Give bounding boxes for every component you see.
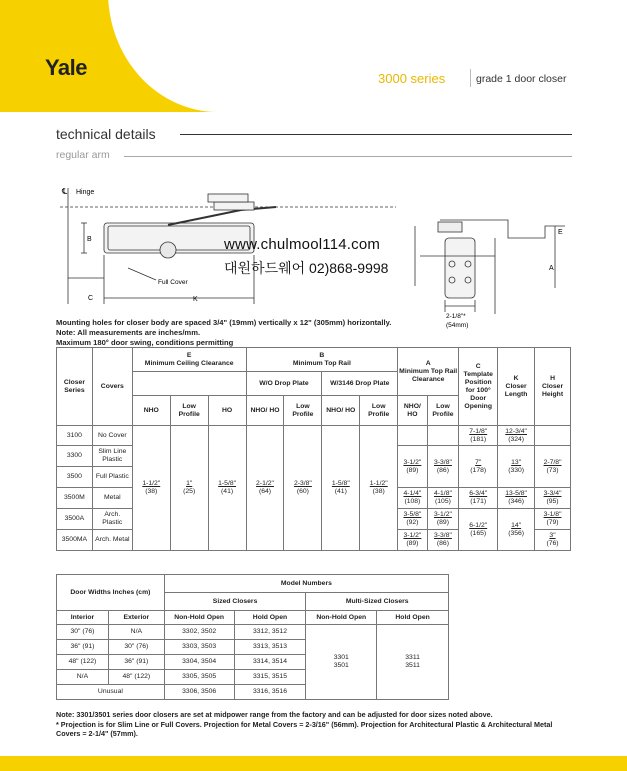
value: 3-1/2": [433, 511, 452, 518]
table-cell: [535, 426, 571, 446]
section-subtitle: regular arm: [56, 149, 110, 161]
table-cell: [498, 426, 535, 446]
header-b2-nhoho: NHO/ HO: [322, 396, 360, 426]
header-e-sub: Minimum Ceiling Clearance: [144, 359, 234, 367]
table-cell: No Cover: [92, 426, 132, 446]
table-cell: Full Plastic: [92, 467, 132, 488]
section-title: technical details: [56, 126, 156, 142]
table-cell: [208, 426, 246, 551]
value-mm: (89): [406, 466, 419, 474]
header-nonhold: Non-Hold Open: [164, 611, 234, 625]
table-cell: 3313, 3513: [234, 640, 306, 655]
value-mm: (178): [470, 466, 487, 474]
value: 3301: [333, 654, 349, 661]
dim-b-label: B: [87, 236, 92, 243]
header-e-spacer: [132, 372, 246, 396]
footnotes: [56, 710, 576, 739]
value: 3501: [333, 662, 349, 669]
dim-e-label: E: [558, 229, 563, 236]
value: 3311: [405, 654, 420, 661]
value-mm: (324): [508, 435, 525, 443]
table-cell: 36" (91): [57, 640, 109, 655]
table-cell: [535, 488, 571, 509]
table-cell: N/A: [57, 670, 109, 685]
value-mm: (25): [183, 488, 196, 495]
header-exterior: Exterior: [108, 611, 164, 625]
header-door-widths: Door Widths Inches (cm): [57, 575, 165, 611]
value-mm: (89): [436, 519, 449, 526]
table-cell: [306, 625, 377, 700]
value: 14": [511, 521, 522, 529]
value-mm: (356): [508, 529, 525, 537]
header-a-letter: A: [425, 359, 431, 367]
hinge-label: Hinge: [76, 189, 95, 196]
value: 3511: [405, 662, 420, 669]
value: 3-1/8": [543, 511, 562, 518]
value: 1-5/8": [218, 480, 237, 487]
header-e-nho: NHO: [132, 396, 170, 426]
table-cell: 48" (122): [108, 670, 164, 685]
table-cell: 3306, 3506: [164, 685, 234, 700]
table-cell: 3500: [57, 467, 93, 488]
value: 1-1/2": [142, 480, 161, 487]
header-e: [132, 348, 246, 372]
value-mm: (89): [406, 540, 419, 547]
table-cell: 30" (76): [57, 625, 109, 640]
table-cell: N/A: [108, 625, 164, 640]
header-divider: [470, 69, 471, 87]
header-b2-low: Low Profile: [360, 396, 398, 426]
value-mm: (181): [470, 435, 487, 443]
header-a-sub: Minimum Top Rail Clearance: [399, 367, 458, 383]
header-h-letter: H: [550, 374, 555, 382]
footer-band: [0, 756, 627, 771]
value: 7": [475, 458, 482, 466]
header-b-wo: W/O Drop Plate: [246, 372, 322, 396]
table-cell: 36" (91): [108, 655, 164, 670]
table-cell: [427, 426, 459, 446]
header-k-letter: K: [513, 374, 519, 382]
header-k-sub: Closer Length: [504, 382, 528, 398]
table-cell: [459, 426, 498, 446]
value-mm: (38): [372, 488, 385, 495]
table-cell: [284, 426, 322, 551]
header-sized: Sized Closers: [164, 593, 306, 611]
value: 13-5/8": [505, 490, 527, 497]
table-cell: 3314, 3514: [234, 655, 306, 670]
header-b1-low: Low Profile: [284, 396, 322, 426]
header-multi: Multi-Sized Closers: [306, 593, 449, 611]
table-cell: 30" (76): [108, 640, 164, 655]
table-cell: [398, 446, 427, 488]
table-cell: [170, 426, 208, 551]
table-cell: [427, 446, 459, 488]
value: 12-3/4": [505, 427, 527, 435]
header-model-numbers: Model Numbers: [164, 575, 448, 593]
value: 2-7/8": [543, 458, 562, 466]
table-cell: Slim Line Plastic: [92, 446, 132, 467]
value: 1": [186, 480, 193, 487]
series-title: 3000 series: [378, 71, 446, 86]
header-h-sub: Closer Height: [541, 382, 564, 398]
value-mm: (41): [221, 488, 234, 495]
spec-table: [56, 347, 571, 551]
header-b: [246, 348, 398, 372]
header-a-low: Low Profile: [427, 396, 459, 426]
table-cell: [398, 530, 427, 551]
table-cell: [398, 488, 427, 509]
header-b-sub: Minimum Top Rail: [292, 359, 351, 367]
header-e-letter: E: [186, 351, 192, 359]
table-cell: [459, 488, 498, 509]
dim-c-label: C: [88, 295, 94, 302]
value: 3-5/8": [403, 511, 422, 518]
model-table: [56, 574, 449, 700]
table-cell: [498, 488, 535, 509]
value: 6-3/4": [469, 490, 488, 497]
yale-logo: [26, 28, 106, 108]
table-cell: 3500M: [57, 488, 93, 509]
header-white-swoosh: [108, 0, 627, 112]
table-cell: Unusual: [57, 685, 165, 700]
header-e-ho: HO: [208, 396, 246, 426]
full-cover-label: Full Cover: [158, 279, 188, 286]
table-cell: 48" (122): [57, 655, 109, 670]
table-cell: [427, 488, 459, 509]
value-mm: (346): [508, 498, 525, 505]
header-b-w: W/3146 Drop Plate: [322, 372, 398, 396]
note-line: Mounting holes for closer body are spaced 3/4" (19mm) vertically x 12" (305mm) horizontally.: [56, 318, 392, 327]
header-a-nhoho: NHO/ HO: [398, 396, 427, 426]
value-mm: (86): [436, 540, 449, 547]
grade-label: grade 1 door closer: [476, 73, 567, 85]
table-cell: 3305, 3505: [164, 670, 234, 685]
header-series: Closer Series: [57, 348, 93, 426]
header-interior: Interior: [57, 611, 109, 625]
value-mm: (79): [546, 519, 559, 526]
mounting-notes: [56, 318, 391, 348]
value-mm: (38): [145, 488, 158, 495]
value: 2-3/8": [293, 480, 312, 487]
table-cell: 3312, 3512: [234, 625, 306, 640]
table-cell: [246, 426, 284, 551]
watermark-url: www.chulmool114.com: [224, 236, 381, 253]
section-subtitle-rule: [124, 156, 572, 157]
table-cell: Arch. Metal: [92, 530, 132, 551]
value: 3-3/8": [433, 458, 452, 466]
header-c-sub: Template Position for 100° Door Opening: [463, 370, 493, 410]
footnote-line: * Projection is for Slim Line or Full Covers. Projection for Metal Covers = 2-3/16" (56mm). Projection for Architectural Plastic & Architectural Metal Covers = 2-1/4" (57mm).: [56, 719, 553, 738]
dim-width-label: 2-1/8"*: [446, 313, 466, 320]
value-mm: (73): [546, 466, 559, 474]
dim-a-label: A: [549, 265, 554, 272]
value-mm: (86): [436, 466, 449, 474]
footnote-line: Note: 3301/3501 series door closers are set at midpower range from the factory and can be adjusted for door sizes noted above.: [56, 710, 493, 719]
table-cell: [427, 530, 459, 551]
value-mm: (60): [296, 488, 309, 495]
table-cell: [498, 446, 535, 488]
value: 1-5/8": [331, 480, 350, 487]
table-cell: 3500A: [57, 509, 93, 530]
value: 1-1/2": [369, 480, 388, 487]
header-covers: Covers: [92, 348, 132, 426]
value: 3": [549, 532, 556, 539]
table-cell: [377, 625, 449, 700]
value-mm: (92): [406, 519, 419, 526]
header-e-low: Low Profile: [170, 396, 208, 426]
header-c: [459, 348, 498, 426]
value: 6-1/2": [469, 521, 488, 529]
logo-text: Yale: [30, 32, 102, 104]
value-mm: (76): [546, 540, 559, 547]
table-cell: [498, 509, 535, 551]
header-c-letter: C: [475, 362, 481, 370]
value-mm: (330): [508, 466, 525, 474]
table-cell: 3302, 3502: [164, 625, 234, 640]
table-cell: 3304, 3504: [164, 655, 234, 670]
value-mm: (108): [404, 498, 421, 505]
value-mm: (105): [435, 498, 451, 505]
table-cell: [132, 426, 170, 551]
header-h: [535, 348, 571, 426]
table-cell: 3316, 3516: [234, 685, 306, 700]
table-cell: [535, 446, 571, 488]
dim-width-mm: (54mm): [446, 322, 469, 329]
value: 3-3/8": [433, 532, 452, 539]
table-cell: [398, 509, 427, 530]
hinge-symbol: ℄: [62, 187, 68, 196]
table-cell: [535, 530, 571, 551]
note-line: Maximum 180° door swing, conditions permitting: [56, 338, 234, 347]
table-cell: 3315, 3515: [234, 670, 306, 685]
table-cell: [459, 509, 498, 551]
value-mm: (95): [546, 498, 559, 505]
header-k: [498, 348, 535, 426]
header-band: [0, 0, 627, 112]
dim-k-label: K: [193, 296, 198, 303]
header-a: [398, 348, 459, 396]
table-cell: 3303, 3503: [164, 640, 234, 655]
header-hold: Hold Open: [234, 611, 306, 625]
header-multi-nonhold: Non-Hold Open: [306, 611, 377, 625]
watermark-contact: 대원하드웨어 02)868-9998: [224, 260, 389, 276]
note-line: Note: All measurements are inches/mm.: [56, 328, 201, 337]
header-b1-nhoho: NHO/ HO: [246, 396, 284, 426]
header-multi-hold: Hold Open: [377, 611, 449, 625]
table-cell: [459, 446, 498, 488]
value: 3-1/2": [403, 532, 422, 539]
value: 3-3/4": [543, 490, 562, 497]
table-cell: [398, 426, 427, 446]
table-cell: 3500MA: [57, 530, 93, 551]
value-mm: (165): [470, 529, 487, 537]
section-title-rule: [180, 134, 572, 135]
value-mm: (171): [470, 498, 487, 505]
value: 2-1/2": [256, 480, 274, 487]
value: 3-1/2": [403, 458, 422, 466]
table-cell: [427, 509, 459, 530]
table-cell: [535, 509, 571, 530]
table-cell: [322, 426, 360, 551]
table-cell: Metal: [92, 488, 132, 509]
side-view-diagram: [400, 206, 575, 330]
value: 13": [511, 458, 522, 466]
value: 4-1/8": [433, 490, 452, 497]
value-mm: (41): [334, 488, 347, 495]
table-cell: 3100: [57, 426, 93, 446]
value: 7-1/8": [469, 427, 488, 435]
header-b-letter: B: [319, 351, 325, 359]
table-cell: 3300: [57, 446, 93, 467]
value: 4-1/4": [403, 490, 422, 497]
table-cell: Arch. Plastic: [92, 509, 132, 530]
table-cell: [360, 426, 398, 551]
value-mm: (64): [258, 488, 272, 495]
